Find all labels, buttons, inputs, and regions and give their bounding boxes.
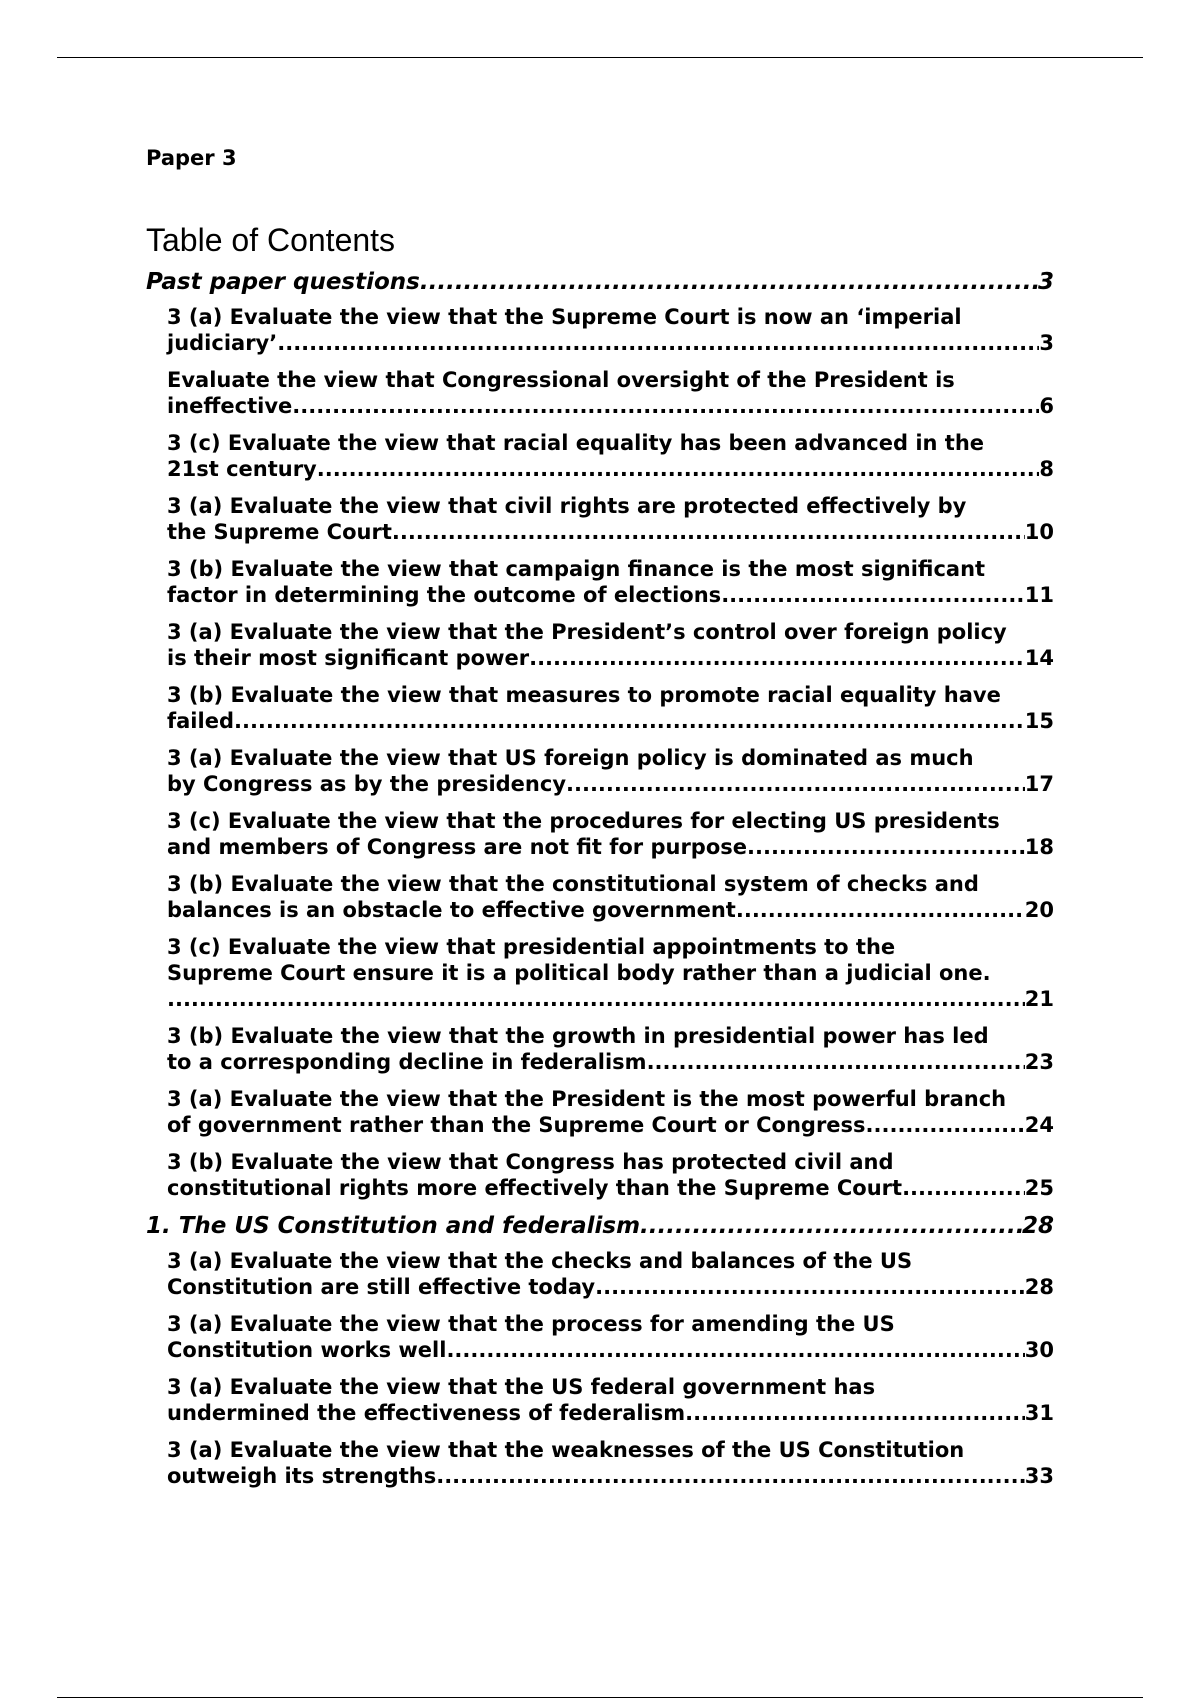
- entry-text: balances is an obstacle to effective government: [167, 898, 736, 922]
- entry-text: Evaluate the view that Congressional oversight of the President is: [167, 368, 955, 392]
- entry-page: 24: [1024, 1113, 1054, 1137]
- leader-dots: [685, 1400, 1025, 1426]
- leader-dots: [747, 834, 1025, 860]
- leader-dots: [866, 1112, 1025, 1138]
- entry-text: 3 (a) Evaluate the view that the US federal government has: [167, 1375, 876, 1399]
- table-of-contents: [146, 268, 1054, 1500]
- entry-text: outweigh its strengths: [167, 1464, 437, 1488]
- leader-dots: [446, 1337, 1024, 1363]
- entry-text: 21st century: [167, 457, 317, 481]
- leader-dots: [436, 1463, 1025, 1489]
- top-rule: [57, 57, 1143, 58]
- entry-text: the Supreme Court: [167, 520, 392, 544]
- entry-page: 21: [1024, 987, 1054, 1011]
- entry-page: 20: [1024, 898, 1054, 922]
- toc-entry[interactable]: [167, 556, 1054, 608]
- entry-text: 3 (a) Evaluate the view that civil rights are protected effectively by: [167, 494, 967, 518]
- entry-page: 33: [1024, 1464, 1054, 1488]
- entry-text: Constitution works well: [167, 1338, 447, 1362]
- toc-entry[interactable]: [167, 493, 1054, 545]
- toc-entry[interactable]: [167, 304, 1054, 356]
- toc-entry[interactable]: [167, 1437, 1054, 1489]
- toc-entry[interactable]: [167, 934, 1054, 1012]
- entry-page: 25: [1024, 1176, 1054, 1200]
- entry-page: 30: [1024, 1338, 1054, 1362]
- entry-text: 3 (c) Evaluate the view that presidential appointments to the: [167, 935, 896, 959]
- entry-text: 3 (a) Evaluate the view that US foreign policy is dominated as much: [167, 746, 974, 770]
- entry-text: by Congress as by the presidency: [167, 772, 567, 796]
- entry-page: 6: [1039, 394, 1054, 418]
- entry-page: 14: [1024, 646, 1054, 670]
- entry-page: 17: [1024, 772, 1054, 796]
- entry-text: to a corresponding decline in federalism: [167, 1050, 647, 1074]
- toc-entry[interactable]: [167, 1248, 1054, 1300]
- toc-entry[interactable]: [167, 871, 1054, 923]
- toc-entry[interactable]: [167, 1023, 1054, 1075]
- entry-text: judiciary’: [167, 331, 278, 355]
- entry-page: 3: [1039, 331, 1054, 355]
- entry-page: 8: [1039, 457, 1054, 481]
- entry-text: 3 (a) Evaluate the view that the President is the most powerful branch: [167, 1087, 1007, 1111]
- entry-text: failed: [167, 709, 234, 733]
- toc-entry[interactable]: [167, 619, 1054, 671]
- toc-entry[interactable]: [167, 745, 1054, 797]
- leader-dots: [721, 582, 1025, 608]
- entry-text: and members of Congress are not fit for purpose: [167, 835, 748, 859]
- toc-title: Table of Contents: [146, 222, 396, 258]
- entry-text: 3 (a) Evaluate the view that the weaknesses of the US Constitution: [167, 1438, 965, 1462]
- entry-text: 3 (a) Evaluate the view that the process for amending the US: [167, 1312, 895, 1336]
- entry-page: 31: [1024, 1401, 1054, 1425]
- entry-text: is their most significant power: [167, 646, 530, 670]
- toc-entry[interactable]: [167, 682, 1054, 734]
- entry-text: ineffective: [167, 394, 293, 418]
- leader-dots: [420, 268, 1038, 296]
- leader-dots: [595, 1274, 1025, 1300]
- leader-dots: [736, 897, 1025, 923]
- toc-entry[interactable]: [167, 367, 1054, 419]
- entry-text: 3 (c) Evaluate the view that racial equality has been advanced in the: [167, 431, 985, 455]
- leader-dots: [640, 1212, 1022, 1240]
- toc-section-constitution[interactable]: [146, 1212, 1054, 1240]
- entry-text: 3 (a) Evaluate the view that the checks and balances of the US: [167, 1249, 913, 1273]
- toc-entry[interactable]: [167, 1086, 1054, 1138]
- toc-entry[interactable]: [167, 1149, 1054, 1201]
- entry-text: 3 (b) Evaluate the view that the constitutional system of checks and: [167, 872, 979, 896]
- entry-page: 28: [1024, 1275, 1054, 1299]
- entry-text: 3 (b) Evaluate the view that the growth in presidential power has led: [167, 1024, 989, 1048]
- entry-page: 15: [1024, 709, 1054, 733]
- entry-text: 3 (c) Evaluate the view that the procedures for electing US presidents: [167, 809, 1000, 833]
- leader-dots: [392, 519, 1025, 545]
- leader-dots: [647, 1049, 1025, 1075]
- entry-text: of government rather than the Supreme Court or Congress: [167, 1113, 866, 1137]
- bottom-rule: [57, 1697, 1143, 1698]
- section-page: 3: [1037, 269, 1054, 295]
- entry-page: 10: [1024, 520, 1054, 544]
- paper-label: Paper 3: [146, 146, 237, 170]
- entry-text: 3 (b) Evaluate the view that measures to promote racial equality have: [167, 683, 1001, 707]
- entry-text: constitutional rights more effectively than the Supreme Court: [167, 1176, 903, 1200]
- entry-text: Constitution are still effective today: [167, 1275, 596, 1299]
- entry-page: 23: [1024, 1050, 1054, 1074]
- entry-text: 3 (a) Evaluate the view that the Supreme Court is now an ‘imperial: [167, 305, 962, 329]
- leader-dots: [292, 393, 1039, 419]
- leader-dots: [902, 1175, 1025, 1201]
- entry-page: 11: [1024, 583, 1054, 607]
- entry-text: undermined the effectiveness of federalism: [167, 1401, 686, 1425]
- toc-entry[interactable]: [167, 1311, 1054, 1363]
- entry-text: 3 (b) Evaluate the view that campaign finance is the most significant: [167, 557, 986, 581]
- toc-entry[interactable]: [167, 808, 1054, 860]
- section-title: 1. The US Constitution and federalism: [146, 1213, 641, 1239]
- entry-text: factor in determining the outcome of elections: [167, 583, 722, 607]
- entry-page: 18: [1024, 835, 1054, 859]
- entry-text: Supreme Court ensure it is a political body rather than a judicial one.: [167, 961, 991, 985]
- leader-dots: [566, 771, 1025, 797]
- toc-entry[interactable]: [167, 430, 1054, 482]
- leader-dots: [234, 708, 1025, 734]
- entry-text: 3 (a) Evaluate the view that the President’s control over foreign policy: [167, 620, 1007, 644]
- section-title: Past paper questions: [146, 269, 420, 295]
- section-page: 28: [1021, 1213, 1054, 1239]
- leader-dots: [277, 330, 1039, 356]
- leader-dots: [317, 456, 1040, 482]
- entry-text: 3 (b) Evaluate the view that Congress has protected civil and: [167, 1150, 894, 1174]
- toc-entry[interactable]: [167, 1374, 1054, 1426]
- leader-dots: [167, 986, 1025, 1012]
- toc-section-past-papers[interactable]: [146, 268, 1054, 296]
- leader-dots: [529, 645, 1025, 671]
